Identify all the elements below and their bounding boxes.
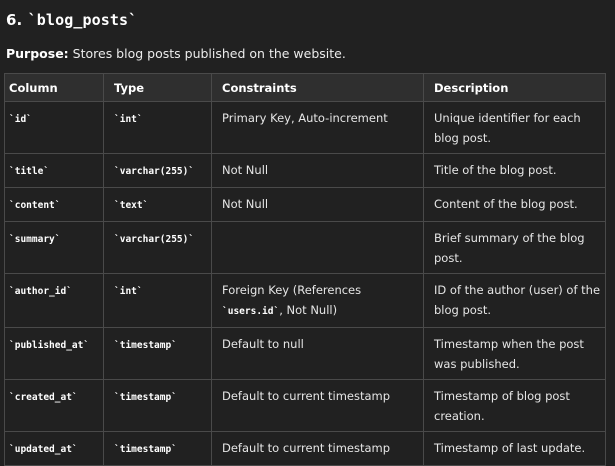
cell-column: [5, 188, 104, 222]
cell-description: Timestamp when the post was published.: [424, 328, 606, 380]
table-name: `blog_posts`: [27, 11, 138, 29]
cell-description: Timestamp of last update.: [424, 432, 606, 466]
cell-description: Timestamp of blog post creation.: [424, 380, 606, 432]
cell-description: Content of the blog post.: [424, 188, 606, 222]
section-heading: [6, 11, 137, 29]
column-name: `id`: [9, 114, 32, 125]
constraints-text-pre: Foreign Key (References: [222, 283, 362, 297]
constraints-text-post: , Not Null): [279, 303, 338, 317]
column-name: `summary`: [9, 234, 61, 245]
header-column: Column: [5, 74, 104, 102]
column-name: `published_at`: [9, 340, 90, 351]
cell-column: [5, 380, 104, 432]
column-type: `int`: [114, 286, 143, 297]
header-type: Type: [104, 74, 212, 102]
cell-constraints: [212, 222, 424, 274]
cell-column: [5, 154, 104, 188]
table-row: [5, 274, 606, 328]
cell-description: ID of the author (user) of the blog post.: [424, 274, 606, 328]
section-number: 6.: [6, 11, 23, 29]
column-type: `timestamp`: [114, 340, 177, 351]
cell-column: [5, 222, 104, 274]
column-name: `author_id`: [9, 286, 72, 297]
purpose-line: [6, 46, 346, 61]
cell-constraints: Not Null: [212, 154, 424, 188]
table-row: [5, 102, 606, 154]
cell-type: [104, 328, 212, 380]
table-header: [5, 74, 606, 102]
purpose-text: Stores blog posts published on the website.: [68, 46, 346, 61]
cell-constraints: Default to current timestamp: [212, 432, 424, 466]
table-row: [5, 188, 606, 222]
table-row: [5, 380, 606, 432]
cell-type: [104, 154, 212, 188]
cell-description: Title of the blog post.: [424, 154, 606, 188]
cell-constraints: Default to null: [212, 328, 424, 380]
column-name: `updated_at`: [9, 444, 78, 455]
table-row: [5, 154, 606, 188]
column-type: `varchar(255)`: [114, 234, 195, 245]
table-row: [5, 328, 606, 380]
purpose-label: Purpose:: [6, 46, 69, 61]
table-body: [5, 102, 606, 466]
cell-description: Unique identifier for each blog post.: [424, 102, 606, 154]
column-type: `varchar(255)`: [114, 166, 195, 177]
header-constraints: Constraints: [212, 74, 424, 102]
schema-table: [4, 73, 606, 466]
cell-type: [104, 188, 212, 222]
cell-column: [5, 274, 104, 328]
column-name: `created_at`: [9, 392, 78, 403]
column-type: `timestamp`: [114, 392, 177, 403]
cell-type: [104, 432, 212, 466]
table-row: [5, 432, 606, 466]
column-name: `content`: [9, 200, 61, 211]
cell-type: [104, 102, 212, 154]
cell-constraints: Not Null: [212, 188, 424, 222]
column-type: `int`: [114, 114, 143, 125]
cell-description: Brief summary of the blog post.: [424, 222, 606, 274]
header-description: Description: [424, 74, 606, 102]
cell-constraints: Primary Key, Auto-increment: [212, 102, 424, 154]
column-type: `text`: [114, 200, 149, 211]
cell-type: [104, 222, 212, 274]
column-type: `timestamp`: [114, 444, 177, 455]
header-row: [5, 74, 606, 102]
constraints-inline-code: `users.id`: [222, 306, 280, 317]
cell-constraints: [212, 274, 424, 328]
cell-column: [5, 432, 104, 466]
cell-type: [104, 380, 212, 432]
column-name: `title`: [9, 166, 50, 177]
cell-constraints: Default to current timestamp: [212, 380, 424, 432]
cell-column: [5, 102, 104, 154]
table-row: [5, 222, 606, 274]
cell-column: [5, 328, 104, 380]
cell-type: [104, 274, 212, 328]
